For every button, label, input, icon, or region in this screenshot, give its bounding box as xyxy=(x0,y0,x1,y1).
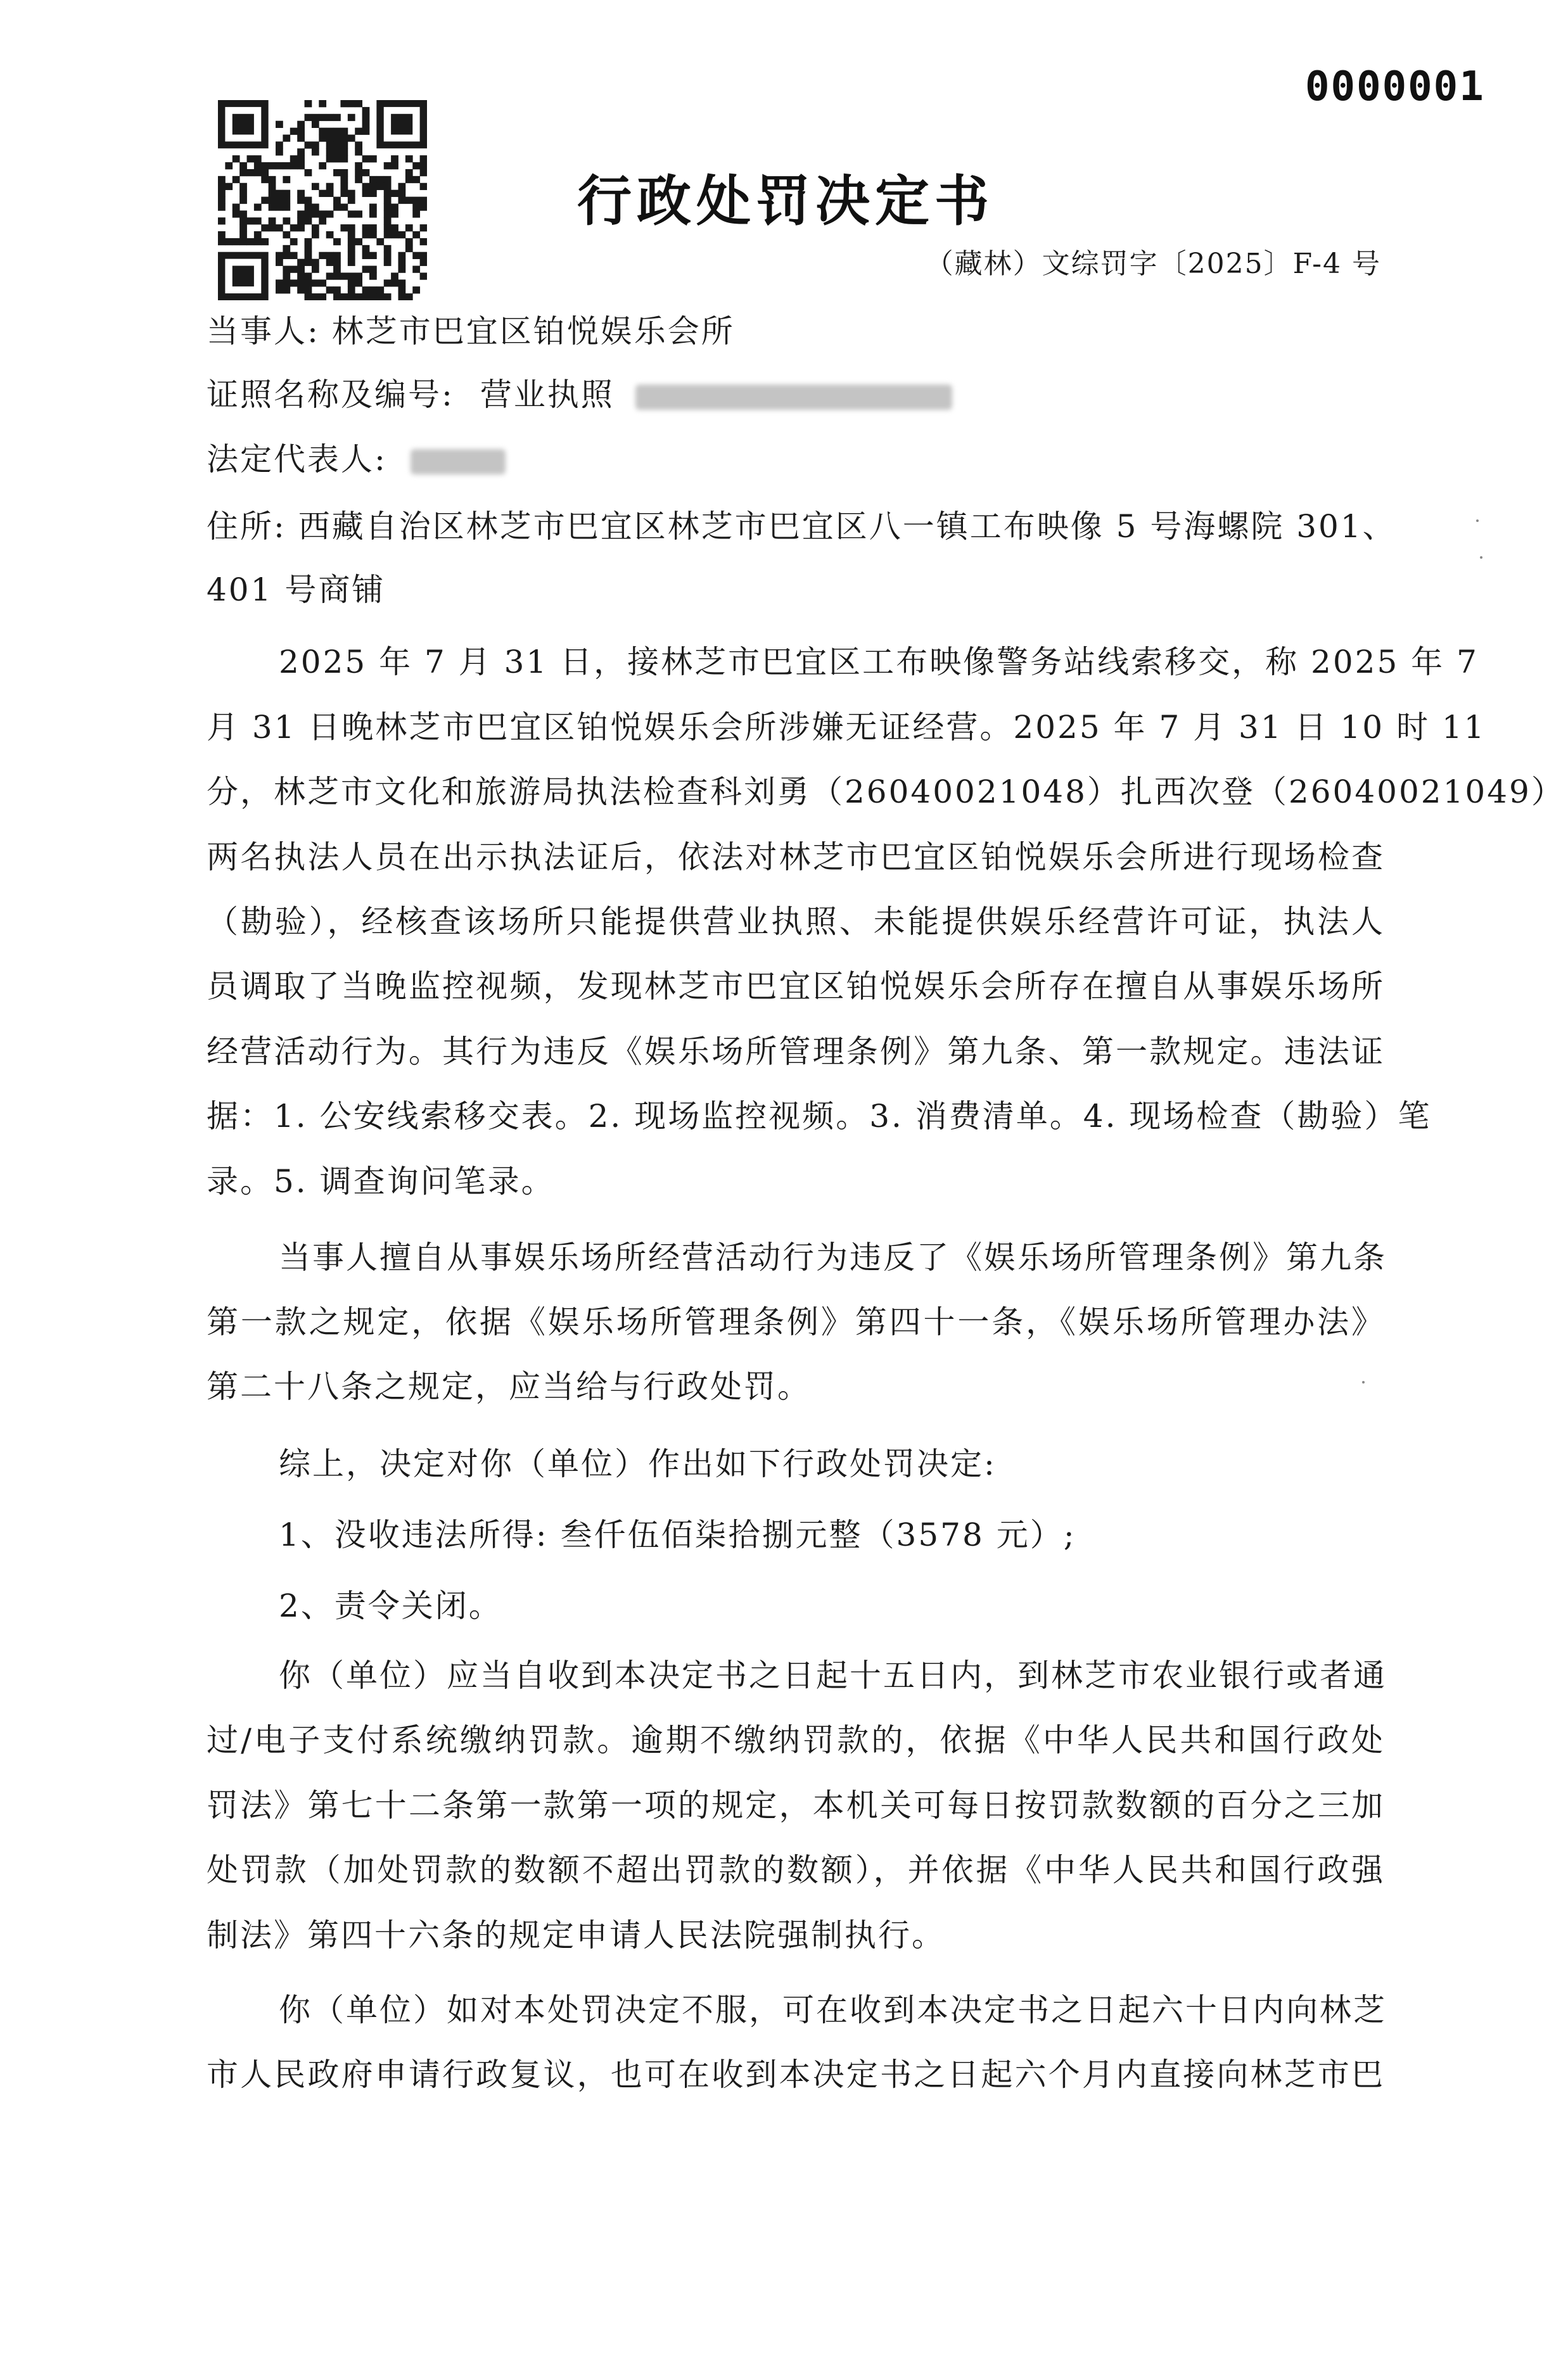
para1-line: 月 31 日晚林芝市巴宜区铂悦娱乐会所涉嫌无证经营。2025 年 7 月 31 日 10 时 11 xyxy=(207,709,1486,746)
para4-line: 你（单位）应当自收到本决定书之日起十五日内，到林芝市农业银行或者通 xyxy=(279,1657,1387,1694)
page-title: 行政处罚决定书 xyxy=(577,169,994,233)
para4-line: 罚法》第七十二条第一款第一项的规定，本机关可每日按罚款数额的百分之三加 xyxy=(207,1787,1385,1824)
para1-line: 2025 年 7 月 31 日，接林芝市巴宜区工布映像警务站线索移交，称 2025 年 7 xyxy=(279,644,1479,680)
para1-line: （勘验），经核查该场所只能提供营业执照、未能提供娱乐经营许可证，执法人 xyxy=(207,903,1385,940)
para5-line: 市人民政府申请行政复议，也可在收到本决定书之日起六个月内直接向林芝市巴 xyxy=(207,2056,1385,2093)
license-type: 营业执照 xyxy=(480,376,615,413)
license-number-redacted xyxy=(635,385,952,410)
scan-speck xyxy=(1362,1381,1365,1384)
para1-line: 据：1. 公安线索移交表。2. 现场监控视频。3. 消费清单。4. 现场检查（勘验）笔 xyxy=(207,1098,1432,1135)
para4-line: 处罚款（加处罚款的数额不超出罚款的数额），并依据《中华人民共和国行政强 xyxy=(207,1852,1385,1888)
para5-line: 你（单位）如对本处罚决定不服，可在收到本决定书之日起六十日内向林芝 xyxy=(279,1992,1387,2028)
penalty-item-2: 2、责令关闭。 xyxy=(279,1587,502,1624)
para1-line: 录。5. 调查询问笔录。 xyxy=(207,1163,555,1200)
legal-rep-redacted xyxy=(411,449,506,474)
license-label: 证照名称及编号: xyxy=(207,376,454,413)
serial-number: 0000001 xyxy=(1305,63,1485,110)
para2-line: 第二十八条之规定，应当给与行政处罚。 xyxy=(207,1368,811,1405)
para1-line: 经营活动行为。其行为违反《娱乐场所管理条例》第九条、第一款规定。违法证 xyxy=(207,1033,1385,1070)
decision-intro: 综上，决定对你（单位）作出如下行政处罚决定: xyxy=(279,1446,997,1482)
license-line xyxy=(207,376,1385,413)
legal-rep-label: 法定代表人: xyxy=(207,441,387,478)
address-line-2: 401 号商铺 xyxy=(207,571,386,608)
para1-line: 两名执法人员在出示执法证后，依法对林芝市巴宜区铂悦娱乐会所进行现场检查 xyxy=(207,839,1385,875)
para4-line: 制法》第四十六条的规定申请人民法院强制执行。 xyxy=(207,1917,945,1954)
penalty-item-1: 1、没收违法所得: 叁仟伍佰柒拾捌元整（3578 元）; xyxy=(279,1517,1076,1553)
scan-speck xyxy=(1476,519,1479,522)
para4-line: 过/电子支付系统缴纳罚款。逾期不缴纳罚款的，依据《中华人民共和国行政处 xyxy=(207,1722,1385,1759)
para1-line: 员调取了当晚监控视频，发现林芝市巴宜区铂悦娱乐会所存在擅自从事娱乐场所 xyxy=(207,968,1385,1005)
party-name: 当事人: 林芝市巴宜区铂悦娱乐会所 xyxy=(207,313,735,350)
scan-speck xyxy=(1480,556,1482,559)
document-number: （藏林）文综罚字〔2025〕F-4 号 xyxy=(925,248,1381,280)
legal-rep-line xyxy=(207,441,1385,478)
qr-code-icon xyxy=(218,100,427,300)
address-line-1: 住所: 西藏自治区林芝市巴宜区林芝市巴宜区八一镇工布映像 5 号海螺院 301、 xyxy=(207,508,1396,545)
para2-line: 第一款之规定，依据《娱乐场所管理条例》第四十一条，《娱乐场所管理办法》 xyxy=(207,1304,1385,1340)
para1-line: 分，林芝市文化和旅游局执法检查科刘勇（26040021048）扎西次登（26040021049） xyxy=(207,773,1565,810)
para2-line: 当事人擅自从事娱乐场所经营活动行为违反了《娱乐场所管理条例》第九条 xyxy=(279,1239,1387,1276)
